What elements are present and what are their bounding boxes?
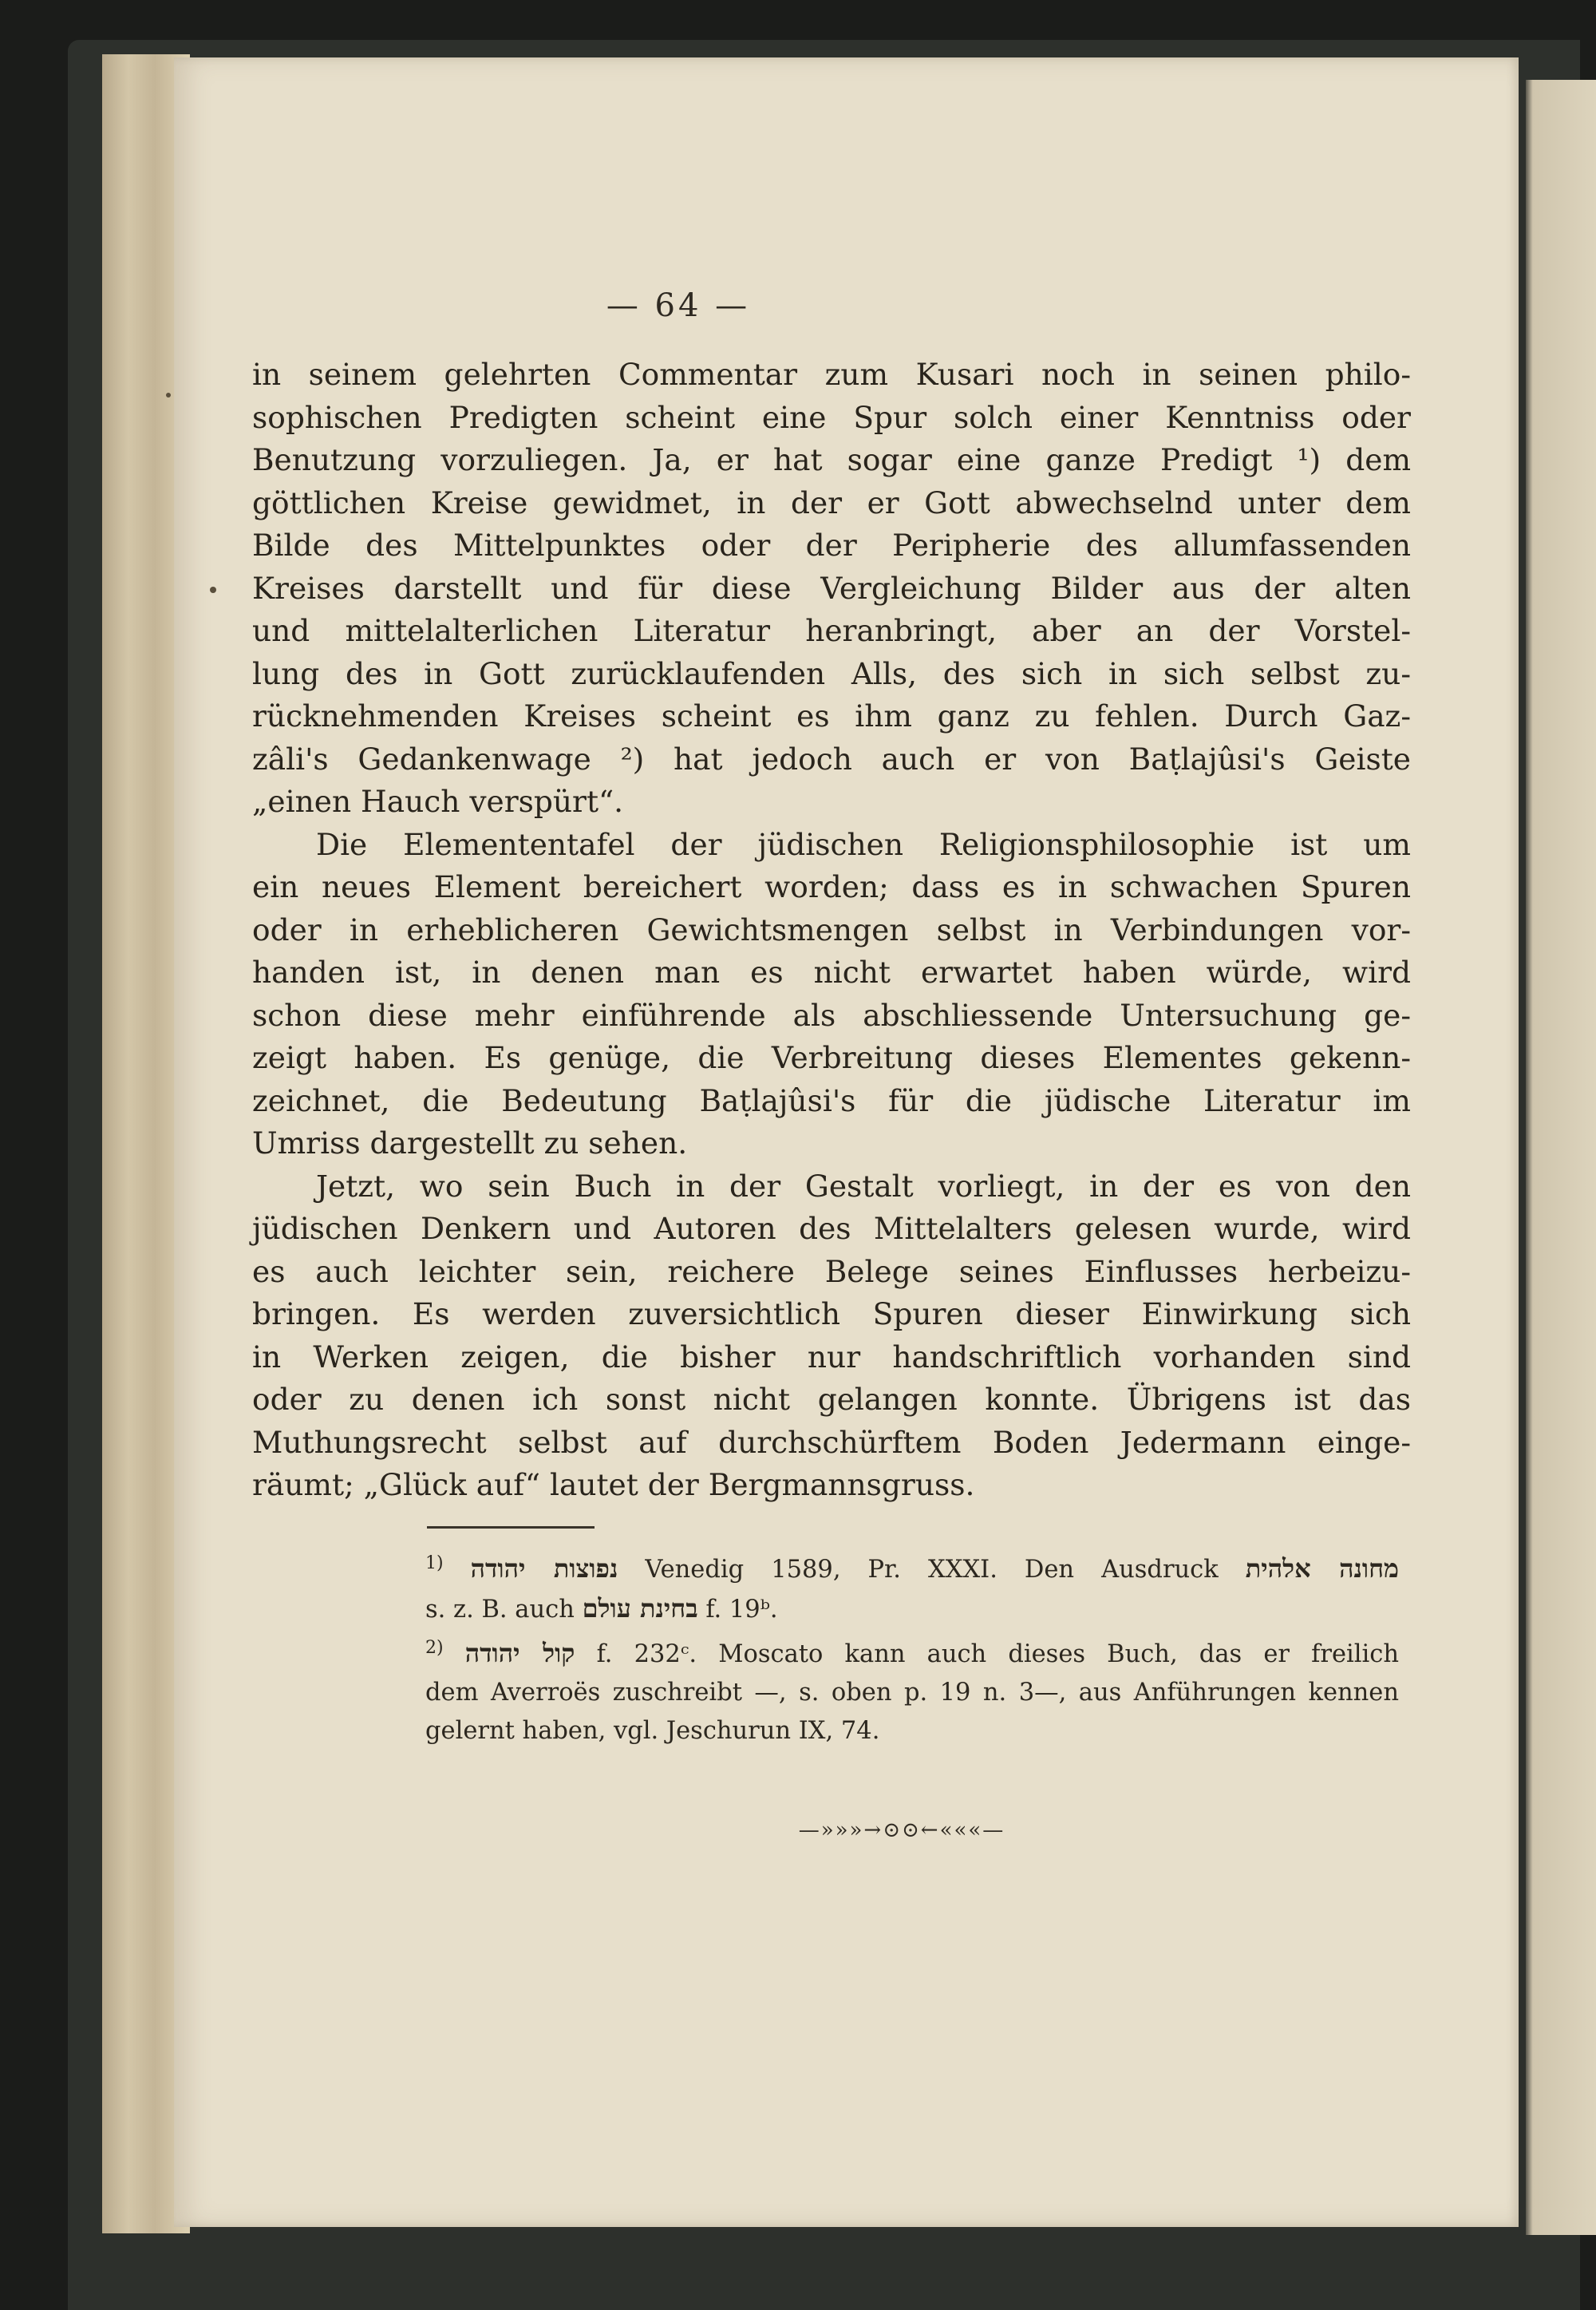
- end-ornament: —»»»→⊙⊙←«««—: [798, 1818, 1005, 1842]
- footnote-text: s. z. B. auch: [425, 1596, 575, 1624]
- paragraph-2: [252, 824, 1411, 1165]
- text-line: es auch leichter sein, reichere Belege seines Einflusses herbeizu-: [252, 1253, 1411, 1289]
- footnote-line: [425, 1545, 1399, 1589]
- facing-page-edge: [1526, 80, 1596, 2235]
- footnotes: [425, 1545, 1399, 1750]
- text-line: Jetzt, wo sein Buch in der Gestalt vorliegt, in der es von den: [316, 1168, 1411, 1204]
- text-line: und mittelalterlichen Literatur heranbringt, aber an der Vorstel-: [252, 613, 1411, 648]
- text-line: oder in erheblicheren Gewichtsmengen selbst in Verbindungen vor-: [252, 912, 1411, 947]
- paragraph-1: [252, 354, 1411, 824]
- text-line: göttlichen Kreise gewidmet, in der er Gott abwechselnd unter dem: [252, 485, 1411, 520]
- text-line: räumt; „Glück auf“ lautet der Bergmannsgruss.: [252, 1467, 975, 1502]
- hebrew-title: בחינת עולם: [582, 1593, 698, 1624]
- text-line: zeigt haben. Es genüge, die Verbreitung dieses Elementes gekenn-: [252, 1040, 1411, 1075]
- text-line: oder zu denen ich sonst nicht gelangen konnte. Übrigens ist das: [252, 1382, 1411, 1417]
- text-line: Kreises darstellt und für diese Vergleichung Bilder aus der alten: [252, 570, 1411, 606]
- text-line: schon diese mehr einführende als abschliessende Untersuchung ge-: [252, 997, 1411, 1033]
- footnote-text: f. 232ᶜ. Moscato kann auch dieses Buch, das er freilich: [596, 1640, 1400, 1669]
- text-line: sophischen Predigten scheint eine Spur solch einer Kenntniss oder: [252, 399, 1411, 435]
- text-line: Muthungsrecht selbst auf durchschürftem Boden Jedermann einge-: [252, 1424, 1411, 1460]
- text-line: Die Elemententafel der jüdischen Religionsphilosophie ist um: [316, 826, 1411, 862]
- text-line: zeichnet, die Bedeutung Baṭlajûsi's für die jüdische Literatur im: [252, 1082, 1411, 1118]
- footnote-rule: [427, 1526, 595, 1529]
- text-line: Benutzung vorzuliegen. Ja, er hat sogar eine ganze Predigt ¹) dem: [252, 442, 1411, 477]
- paragraph-3: [252, 1165, 1411, 1507]
- page-number: — 64 —: [606, 287, 751, 324]
- text-line: lung des in Gott zurücklaufenden Alls, des sich in sich selbst zu-: [252, 655, 1411, 691]
- text-line: Umriss dargestellt zu sehen.: [252, 1125, 688, 1161]
- stain-mark: [210, 587, 216, 593]
- text-line: rücknehmenden Kreises scheint es ihm ganz zu fehlen. Durch Gaz-: [252, 698, 1411, 734]
- text-line: bringen. Es werden zuversichtlich Spuren dieser Einwirkung sich: [252, 1296, 1411, 1331]
- hebrew-term: מחונה אלהית: [1245, 1553, 1399, 1584]
- stain-mark: [166, 393, 171, 398]
- footnote-text: f. 19ᵇ.: [705, 1596, 778, 1624]
- text-line: in seinem gelehrten Commentar zum Kusari noch in seinen philo-: [252, 357, 1411, 392]
- text-line: „einen Hauch verspürt“.: [252, 784, 624, 819]
- footnote-2: [425, 1629, 1399, 1750]
- footnote-line: [425, 1589, 1399, 1629]
- body-text: [252, 354, 1411, 1507]
- text-line: jüdischen Denkern und Autoren des Mittelalters gelesen wurde, wird: [252, 1211, 1411, 1246]
- text-line: Bilde des Mittelpunktes oder der Peripherie des allumfassenden: [252, 528, 1411, 563]
- footnote-line: [425, 1629, 1399, 1674]
- hebrew-title: נפוצות יהודה: [470, 1553, 618, 1584]
- text-line: handen ist, in denen man es nicht erwartet haben würde, wird: [252, 955, 1411, 990]
- hebrew-title: קול יהודה: [464, 1638, 575, 1669]
- footnote-line: dem Averroës zuschreibt —, s. oben p. 19 n. 3—, aus Anführungen kennen: [425, 1679, 1399, 1707]
- text-line: zâli's Gedankenwage ²) hat jedoch auch er von Baṭlajûsi's Geiste: [252, 741, 1411, 777]
- footnote-line: gelernt haben, vgl. Jeschurun IX, 74.: [425, 1717, 880, 1746]
- footnote-mark: 1): [425, 1553, 444, 1573]
- text-line: in Werken zeigen, die bisher nur handschriftlich vorhanden sind: [252, 1339, 1411, 1375]
- footnote-text: Venedig 1589, Pr. XXXI. Den Ausdruck: [645, 1556, 1219, 1584]
- text-line: ein neues Element bereichert worden; dass es in schwachen Spuren: [252, 869, 1411, 904]
- footnote-mark: 2): [425, 1638, 444, 1659]
- footnote-1: [425, 1545, 1399, 1629]
